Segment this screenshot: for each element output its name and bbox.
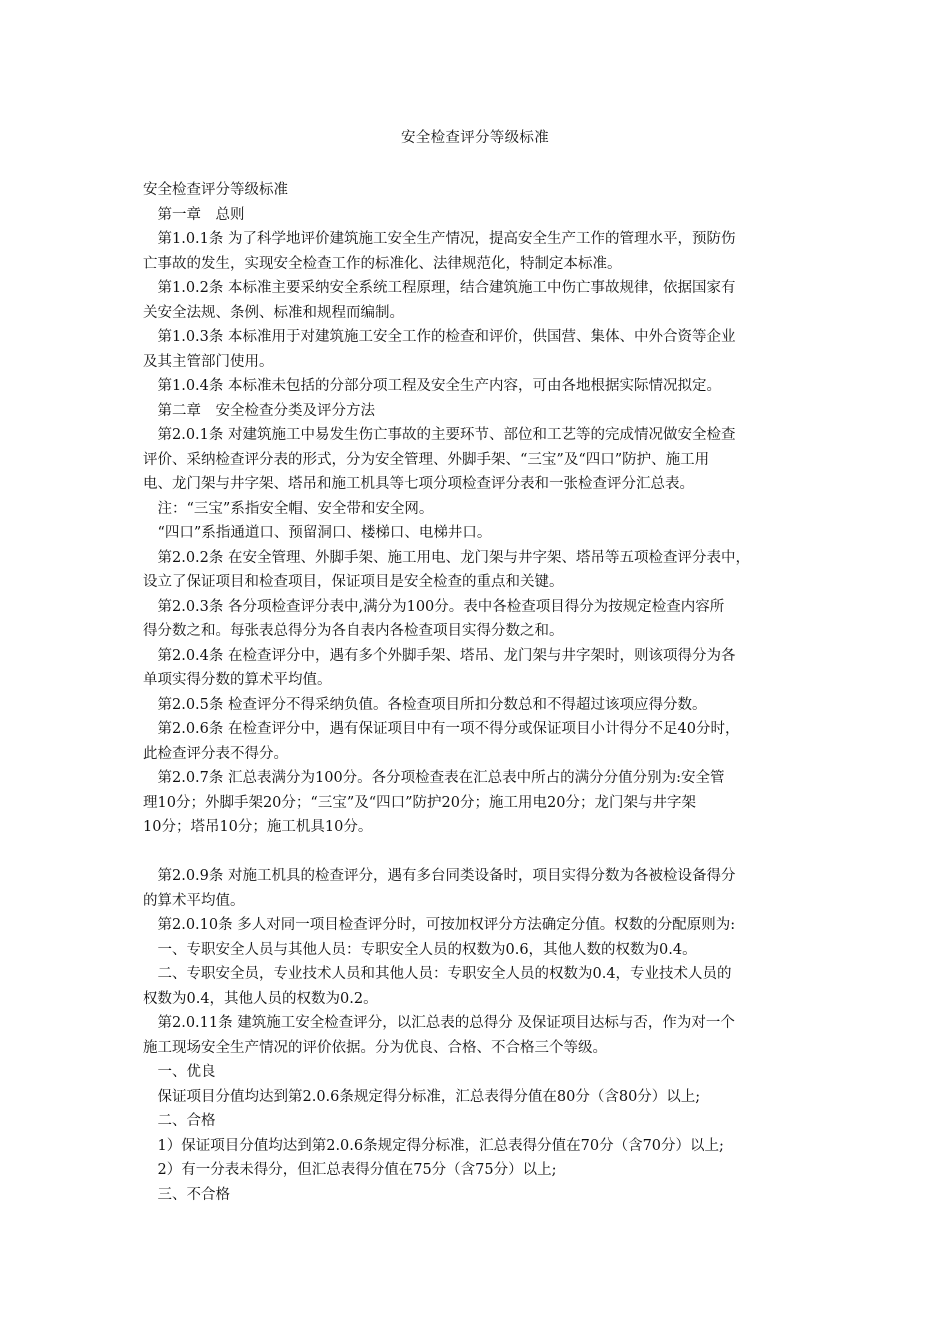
body-line: 第2.0.4条 在检查评分中，遇有多个外脚手架、塔吊、龙门架与井字架时，则该项得分为各 <box>143 647 736 664</box>
body-line <box>143 840 813 865</box>
body-line: 三、不合格 <box>143 1186 230 1203</box>
body-line: 二、专职安全员，专业技术人员和其他人员：专职安全人员的权数为0.4，专业技术人员的 <box>143 966 732 982</box>
body-line: 得分数之和。每张表总得分为各自表内各检查项目实得分数之和。 <box>143 623 564 639</box>
body-line: 关安全法规、条例、标准和规程而编制。 <box>143 304 404 321</box>
document-title: 安全检查评分等级标准 <box>401 130 549 146</box>
body-line: 电、龙门架与井字架、塔吊和施工机具等七项分项检查评分表和一张检查评分汇总表。 <box>143 476 694 492</box>
body-line: 理10分；外脚手架20分；“三宝”及“四口”防护20分；施工用电20分；龙门架与井字架 <box>143 794 696 811</box>
body-line: 第2.0.9条 对施工机具的检查评分，遇有多台同类设备时，项目实得分数为各被检设备得分 <box>143 868 736 884</box>
body-line: 评价、采纳检查评分表的形式，分为安全管理、外脚手架、“三宝”及“四口”防护、施工用 <box>143 451 710 468</box>
body-line: 2）有一分表未得分，但汇总表得分值在75分（含75分）以上; <box>143 1162 557 1178</box>
body-line: 第2.0.6条 在检查评分中，遇有保证项目中有一项不得分或保证项目小计得分不足40分时， <box>143 721 740 737</box>
body-line: 亡事故的发生，实现安全检查工作的标准化、法律规范化，特制定本标准。 <box>143 255 622 272</box>
body-line: 第1.0.2条 本标准主要采纳安全系统工程原理，结合建筑施工中伤亡事故规律，依据国家有 <box>143 280 736 296</box>
body-line: 第2.0.1条 对建筑施工中易发生伤亡事故的主要环节、部位和工艺等的完成情况做安全检查 <box>143 427 736 443</box>
body-line: 及其主管部门使用。 <box>143 353 274 370</box>
body-line: 第二章 安全检查分类及评分方法 <box>143 402 375 419</box>
document-body <box>143 178 813 1207</box>
body-line: “四口”系指通道口、预留洞口、楼梯口、电梯井口。 <box>143 525 492 541</box>
body-line: 注：“三宝”系指安全帽、安全带和安全网。 <box>143 500 434 517</box>
body-line: 第2.0.11条 建筑施工安全检查评分，以汇总表的总得分 及保证项目达标与否，作为对一个 <box>143 1015 735 1031</box>
body-line: 第2.0.3条 各分项检查评分表中,满分为100分。表中各检查项目得分为按规定检查内容所 <box>143 598 725 615</box>
body-line: 第2.0.7条 汇总表满分为100分。各分项检查表在汇总表中所占的满分分值分别为:安全管 <box>143 770 725 786</box>
body-line: 第2.0.10条 多人对同一项目检查评分时，可按加权评分方法确定分值。权数的分配原则为: <box>143 917 736 933</box>
body-line: 第2.0.5条 检查评分不得采纳负值。各检查项目所扣分数总和不得超过该项应得分数。 <box>143 696 707 713</box>
body-line: 第2.0.2条 在安全管理、外脚手架、施工用电、龙门架与井字架、塔吊等五项检查评分表中， <box>143 549 750 566</box>
body-line: 保证项目分值均达到第2.0.6条规定得分标准，汇总表得分值在80分（含80分）以上; <box>143 1088 701 1105</box>
body-line: 此检查评分表不得分。 <box>143 745 288 762</box>
body-line: 10分；塔吊10分；施工机具10分。 <box>143 819 373 835</box>
body-line: 1）保证项目分值均达到第2.0.6条规定得分标准，汇总表得分值在70分（含70分）以上; <box>143 1137 724 1154</box>
body-line: 设立了保证项目和检查项目，保证项目是安全检查的重点和关键。 <box>143 574 564 590</box>
body-line: 一、优良 <box>143 1064 216 1080</box>
body-line: 第一章 总则 <box>143 206 245 223</box>
body-line: 第1.0.1条 为了科学地评价建筑施工安全生产情况，提高安全生产工作的管理水平，预防伤 <box>143 231 736 247</box>
body-line: 权数为0.4，其他人员的权数为0.2。 <box>143 990 378 1007</box>
body-line: 安全检查评分等级标准 <box>143 182 288 198</box>
body-line: 一、专职安全人员与其他人员：专职安全人员的权数为0.6，其他人数的权数为0.4。 <box>143 941 697 958</box>
body-line: 单项实得分数的算术平均值。 <box>143 672 332 688</box>
body-line: 的算术平均值。 <box>143 892 245 909</box>
body-line: 第1.0.4条 本标准未包括的分部分项工程及安全生产内容，可由各地根据实际情况拟定。 <box>143 378 721 394</box>
body-line: 二、合格 <box>143 1113 216 1129</box>
body-line: 第1.0.3条 本标准用于对建筑施工安全工作的检查和评价，供国营、集体、中外合资等企业 <box>143 329 736 345</box>
body-line: 施工现场安全生产情况的评价依据。分为优良、合格、不合格三个等级。 <box>143 1039 607 1056</box>
